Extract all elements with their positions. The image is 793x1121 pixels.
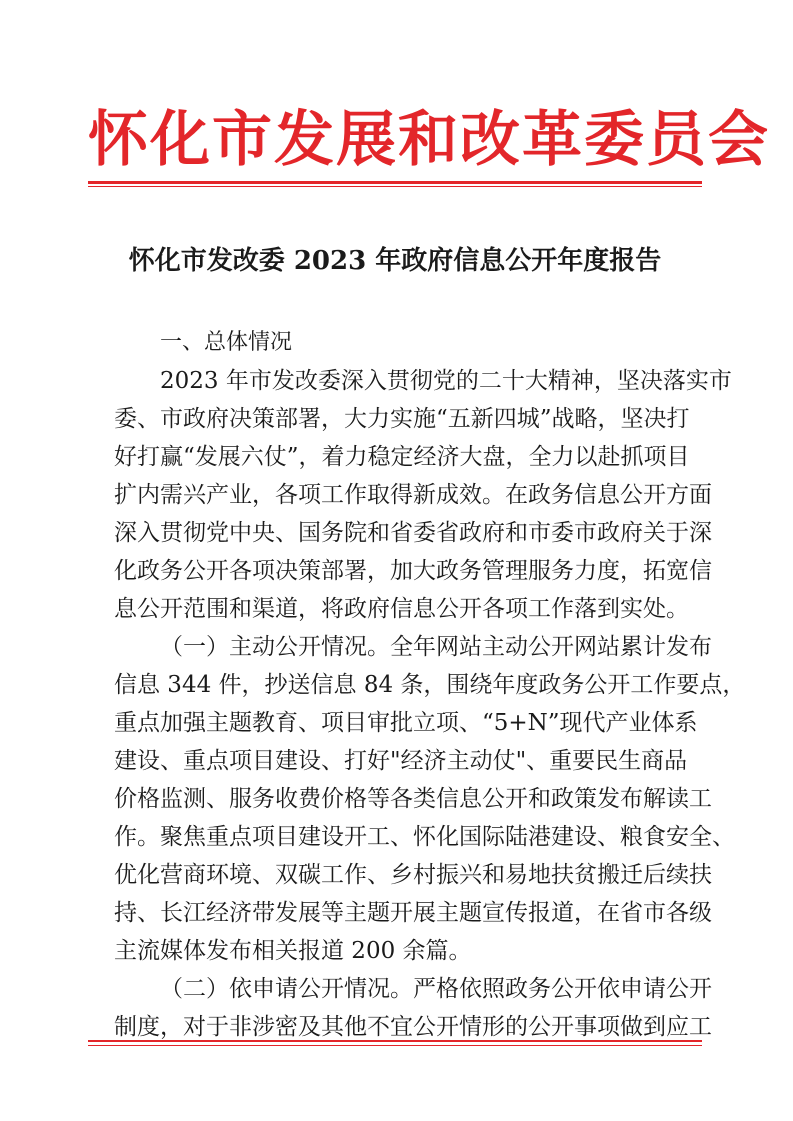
paragraph-line: 持、长江经济带发展等主题开展主题宣传报道，在省市各级 (114, 900, 712, 926)
paragraph-line: 好打赢“发展六仗”，着力稳定经济大盘，全力以赴抓项目 (114, 444, 690, 470)
footer-rule-thick (88, 1040, 702, 1042)
paragraph-line: 2023 年市发改委深入贯彻党的二十大精神，坚决落实市 (160, 368, 732, 394)
section-heading: 一、总体情况 (160, 330, 293, 355)
document-body (114, 324, 746, 1046)
document-title: 怀化市发改委 2023 年政府信息公开年度报告 (128, 246, 662, 276)
letterhead-rule-thin (88, 186, 702, 187)
letterhead-org-name: 怀化市发展和改革委员会 (88, 105, 770, 175)
letterhead-rule-thick (88, 181, 702, 184)
paragraph-line: 价格监测、服务收费价格等各类信息公开和政策发布解读工 (114, 786, 712, 812)
paragraph-line: 作。聚焦重点项目建设开工、怀化国际陆港建设、粮食安全、 (114, 824, 735, 850)
paragraph-line: （二）依申请公开情况。严格依照政务公开依申请公开 (160, 976, 712, 1002)
paragraph-line: 信息 344 件，抄送信息 84 条，围绕年度政务公开工作要点， (114, 672, 746, 698)
paragraph-line: 扩内需兴产业，各项工作取得新成效。在政务信息公开方面 (114, 482, 712, 508)
paragraph-line: 主流媒体发布相关报道 200 余篇。 (114, 938, 472, 964)
paragraph-line: 制度，对于非涉密及其他不宜公开情形的公开事项做到应工 (114, 1014, 712, 1040)
paragraph-line: 委、市政府决策部署，大力实施“五新四城”战略，坚决打 (114, 406, 690, 432)
paragraph-line: 建设、重点项目建设、打好"经济主动仗"、重要民生商品 (114, 748, 688, 774)
paragraph-line: 息公开范围和渠道，将政府信息公开各项工作落到实处。 (114, 596, 689, 622)
paragraph-line: 深入贯彻党中央、国务院和省委省政府和市委市政府关于深 (114, 520, 712, 546)
paragraph-line: 化政务公开各项决策部署，加大政务管理服务力度，拓宽信 (114, 558, 712, 584)
paragraph-line: 重点加强主题教育、项目审批立项、“5+N”现代产业体系 (114, 710, 698, 736)
paragraph-line: （一）主动公开情况。全年网站主动公开网站累计发布 (160, 634, 712, 660)
paragraph-line: 优化营商环境、双碳工作、乡村振兴和易地扶贫搬迁后续扶 (114, 862, 712, 888)
footer-rule-thin (88, 1045, 702, 1046)
